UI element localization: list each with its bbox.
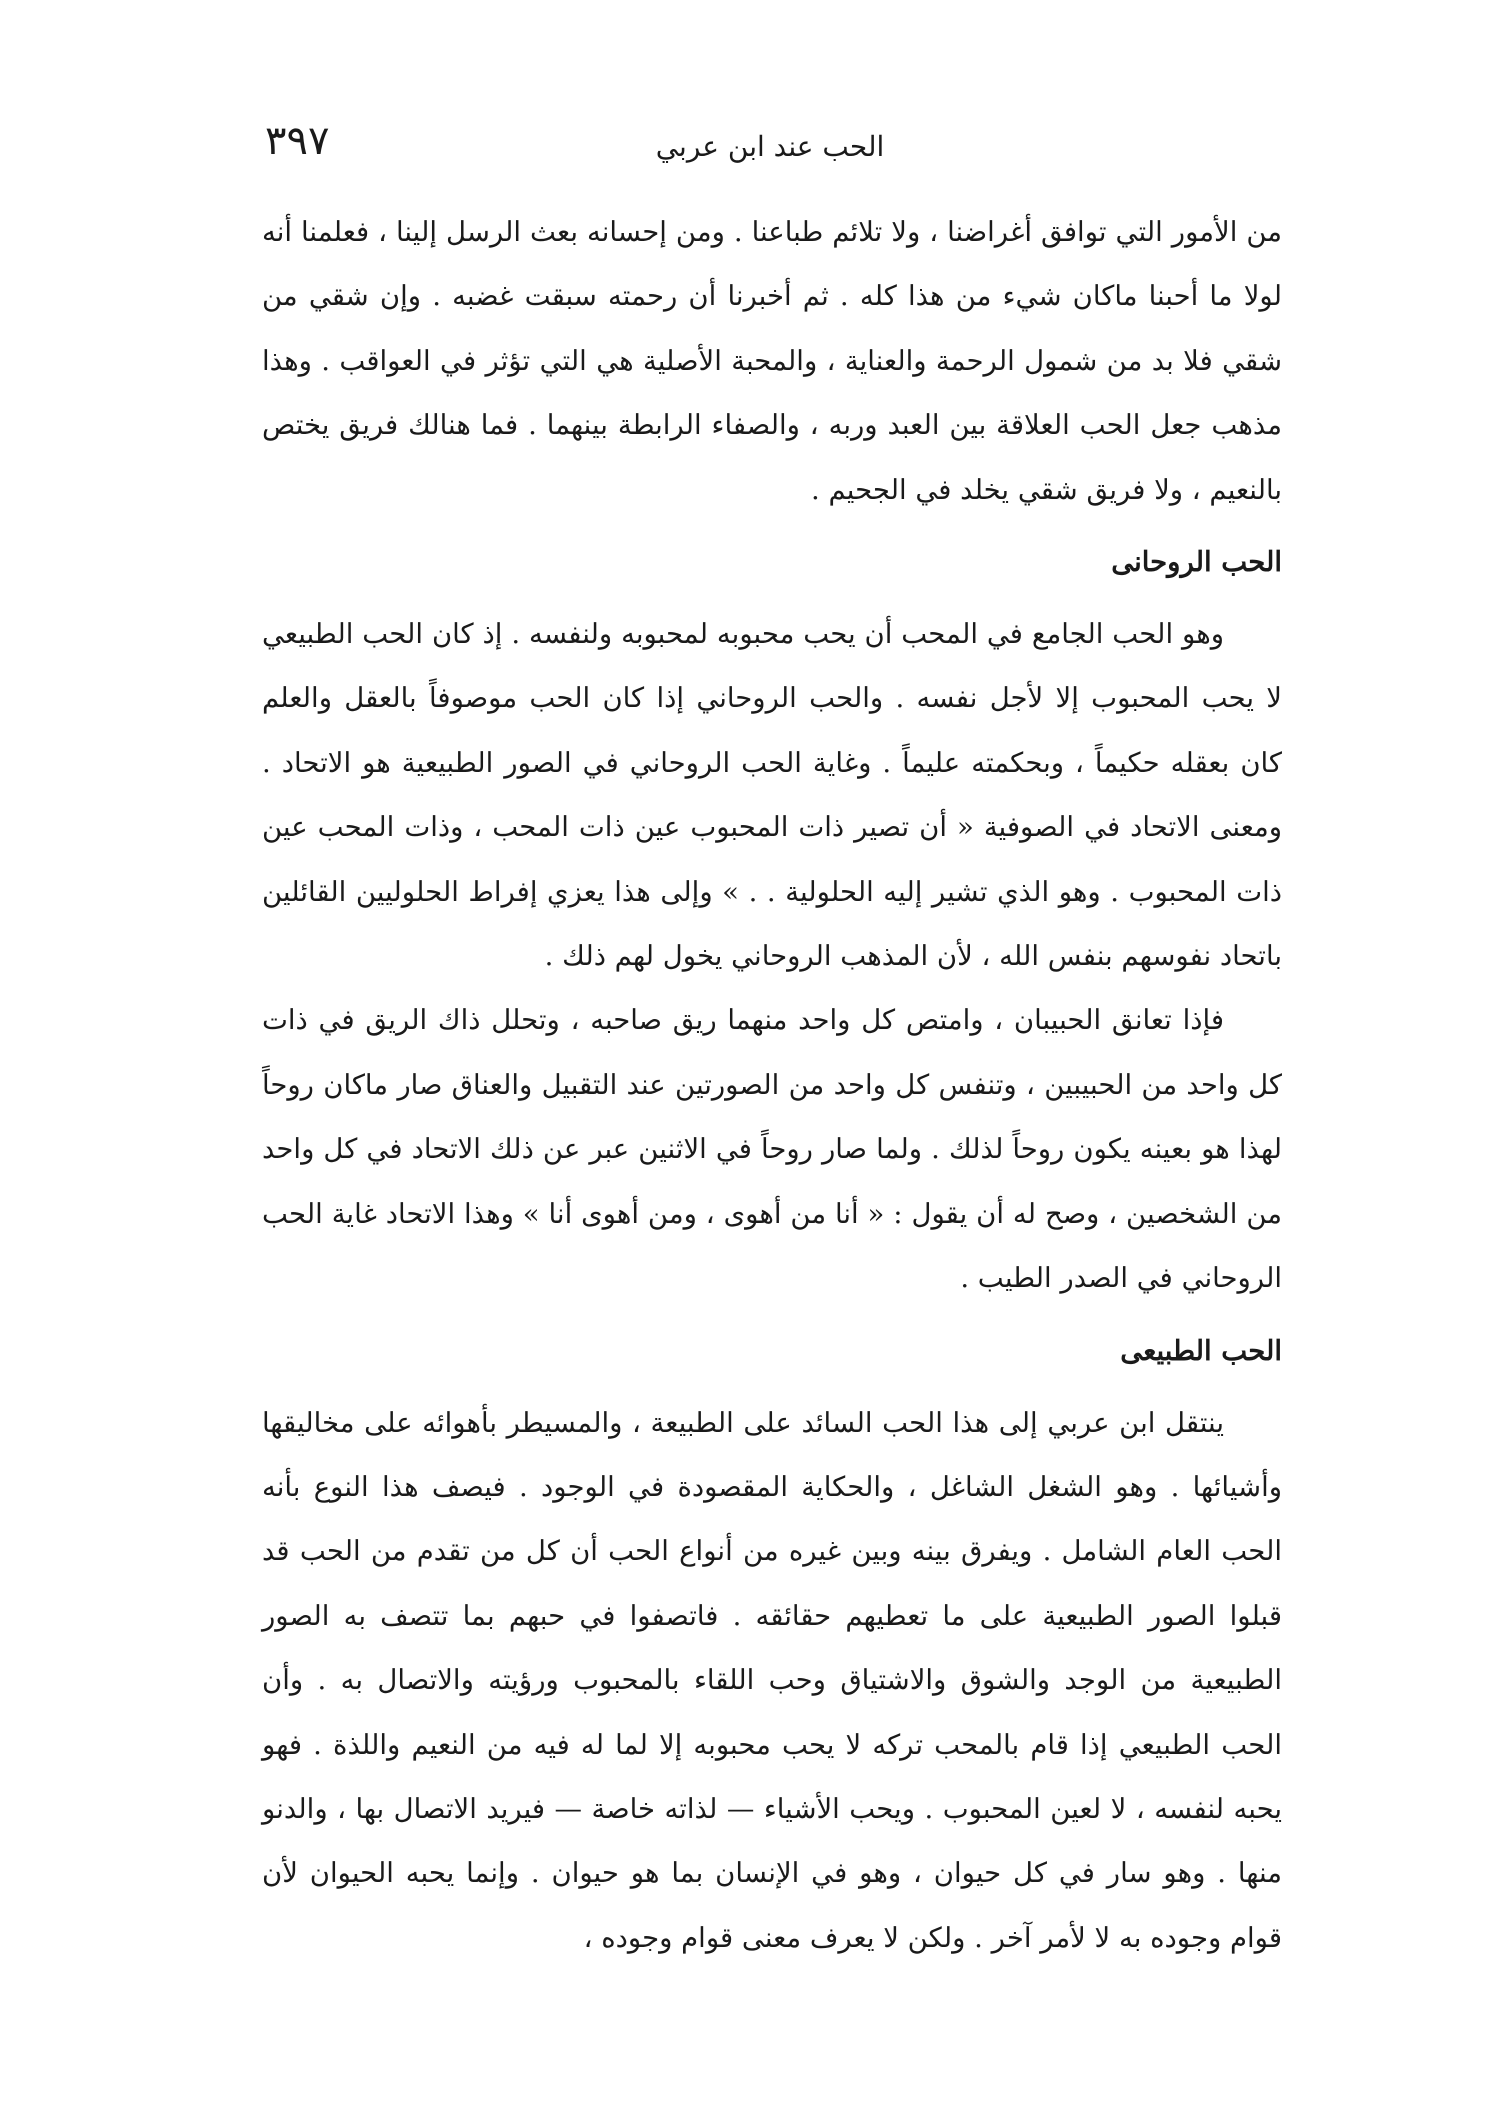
- spiritual-love-paragraph-2: فإذا تعانق الحبيبان ، وامتص كل واحد منهما ريق صاحبه ، وتحلل ذاك الريق في ذات كل واحد من الحبيبين ، وتنفس كل واحد من الصورتين عند التقبيل والعناق صار ماكان روحاً لهذا هو بعينه يكون روحاً لذلك . ولما صار روحاً في الاثنين عبر عن ذلك الاتحاد في كل واحد من الشخصين ، وصح له أن يقول : « أنا من أهوى ، ومن أهوى أنا » وهذا الاتحاد غاية الحب الروحاني في الصدر الطيب .: [262, 1004, 1282, 1295]
- page-number: ٣٩٧: [265, 118, 330, 164]
- page-header: [265, 118, 1275, 188]
- spiritual-love-paragraph-1: وهو الحب الجامع في المحب أن يحب محبوبه لمحبوبه ولنفسه . إذ كان الحب الطبيعي لا يحب المحبوب إلا لأجل نفسه . والحب الروحاني إذا كان الحب موصوفاً بالعقل والعلم كان بعقله حكيماً ، وبحكمته عليماً . وغاية الحب الروحاني في الصور الطبيعية هو الاتحاد . ومعنى الاتحاد في الصوفية « أن تصير ذات المحبوب عين ذات المحب ، وذات المحب عين ذات المحبوب . وهو الذي تشير إليه الحلولية . . » وإلى هذا يعزي إفراط الحلوليين القائلين باتحاد نفوسهم بنفس الله ، لأن المذهب الروحاني يخول لهم ذلك .: [262, 618, 1282, 973]
- section-heading-natural-love: الحب الطبيعى: [1120, 1334, 1282, 1367]
- body-text: [262, 200, 1282, 1970]
- section-heading-spiritual-love: الحب الروحانى: [1111, 546, 1282, 579]
- intro-paragraph: من الأمور التي توافق أغراضنا ، ولا تلائم طباعنا . ومن إحسانه بعث الرسل إلينا ، فعلمنا أنه لولا ما أحبنا ماكان شيء من هذا كله . ثم أخبرنا أن رحمته سبقت غضبه . وإن شقي من شقي فلا بد من شمول الرحمة والعناية ، والمحبة الأصلية هي التي تؤثر في العواقب . وهذا مذهب جعل الحب العلاقة بين العبد وربه ، والصفاء الرابطة بينهما . فما هنالك فريق يختص بالنعيم ، ولا فريق شقي يخلد في الجحيم .: [262, 216, 1282, 506]
- natural-love-paragraph-1: ينتقل ابن عربي إلى هذا الحب السائد على الطبيعة ، والمسيطر بأهوائه على مخاليقها وأشيائها . وهو الشغل الشاغل ، والحكاية المقصودة في الوجود . فيصف هذا النوع بأنه الحب العام الشامل . ويفرق بينه وبين غيره من أنواع الحب أن كل من تقدم من الحب قد قبلوا الصور الطبيعية على ما تعطيهم حقائقه . فاتصفوا في حبهم بما تتصف به الصور الطبيعية من الوجد والشوق والاشتياق وحب اللقاء بالمحبوب ورؤيته والاتصال به . وأن الحب الطبيعي إذا قام بالمحب تركه لا يحب محبوبه إلا لما له فيه من النعيم واللذة . فهو يحبه لنفسه ، لا لعين المحبوب . ويحب الأشياء — لذاته خاصة — فيريد الاتصال بها ، والدنو منها . وهو سار في كل حيوان ، وهو في الإنسان بما هو حيوان . وإنما يحبه الحيوان لأن قوام وجوده به لا لأمر آخر . ولكن لا يعرف معنى قوام وجوده ،: [262, 1406, 1282, 1954]
- running-title: الحب عند ابن عربي: [655, 130, 885, 163]
